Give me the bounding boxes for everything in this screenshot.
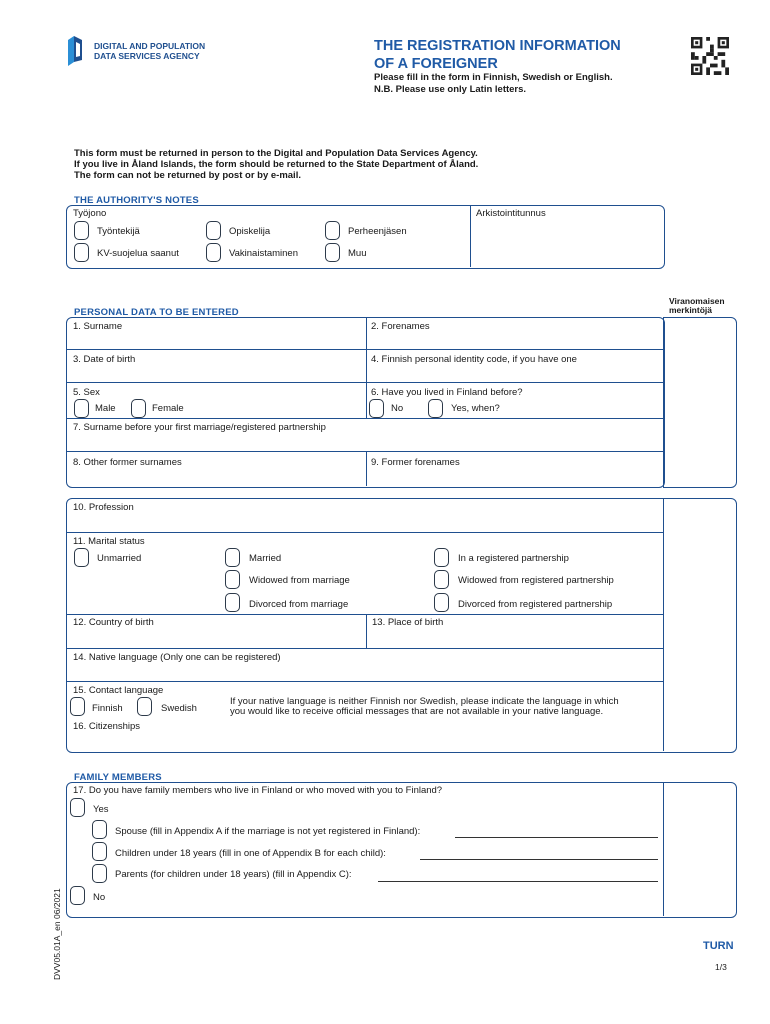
authority-heading: THE AUTHORITY'S NOTES [74, 195, 199, 206]
checkbox-finnish[interactable] [70, 697, 85, 716]
option-kv-suojelua: KV-suojelua saanut [97, 248, 179, 259]
family-side-divider [663, 783, 664, 916]
identity-code-label: 4. Finnish personal identity code, if you have one [371, 354, 577, 365]
checkbox-muu[interactable] [325, 243, 340, 262]
checkbox-lived-yes[interactable] [428, 399, 443, 418]
parents-label: Parents (for children under 18 years) (fill in Appendix C): [115, 869, 352, 880]
details-row-line-4 [67, 681, 663, 682]
qr-code-icon [690, 37, 730, 75]
widowed-marriage-label: Widowed from marriage [249, 575, 350, 586]
contact-language-label: 15. Contact language [73, 685, 164, 696]
checkbox-male[interactable] [74, 399, 89, 418]
checkbox-registered-partnership[interactable] [434, 548, 449, 567]
family-question-label: 17. Do you have family members who live in Finland or who moved with you to Finland? [73, 785, 443, 796]
side-note-line2: merkintöjä [669, 305, 712, 315]
authority-box [66, 205, 665, 269]
checkbox-opiskelija[interactable] [206, 221, 221, 240]
children-label: Children under 18 years (fill in one of Appendix B for each child): [115, 848, 386, 859]
checkbox-perheenjasen[interactable] [325, 221, 340, 240]
profession-label: 10. Profession [73, 502, 134, 513]
checkbox-swedish[interactable] [137, 697, 152, 716]
divorced-marriage-label: Divorced from marriage [249, 599, 349, 610]
surname-before-marriage-label: 7. Surname before your first marriage/registered partnership [73, 422, 326, 433]
instruction-line1: Please fill in the form in Finnish, Swedish or English. [374, 72, 613, 83]
checkbox-parents[interactable] [92, 864, 107, 883]
intro-line1: This form must be returned in person to the Digital and Population Data Services Agency. [74, 148, 478, 159]
swedish-label: Swedish [161, 703, 197, 714]
checkbox-kv-suojelua[interactable] [74, 243, 89, 262]
checkbox-divorced-partnership[interactable] [434, 593, 449, 612]
instruction-line2: N.B. Please use only Latin letters. [374, 84, 527, 95]
logo-text-line1: DIGITAL AND POPULATION [94, 41, 206, 51]
checkbox-widowed-marriage[interactable] [225, 570, 240, 589]
parents-input-line[interactable] [378, 881, 658, 882]
lived-no-label: No [391, 403, 404, 414]
sex-label: 5. Sex [73, 387, 100, 398]
option-opiskelija: Opiskelija [229, 226, 271, 237]
queue-label: Työjono [73, 208, 107, 219]
date-of-birth-label: 3. Date of birth [73, 354, 136, 365]
checkbox-lived-no[interactable] [369, 399, 384, 418]
side-note-line1: Viranomaisen [669, 296, 725, 306]
form-code: DVV05.01A_en 06/2021 [52, 888, 62, 980]
option-tyontekija: Työntekijä [97, 226, 140, 237]
lived-in-finland-label: 6. Have you lived in Finland before? [371, 387, 523, 398]
logo-text-line2: DATA SERVICES AGENCY [94, 51, 200, 61]
option-perheenjasen: Perheenjäsen [348, 226, 407, 237]
details-row-line-2 [67, 614, 663, 615]
children-input-line[interactable] [420, 859, 658, 860]
details-col-line [366, 614, 367, 648]
place-of-birth-label: 13. Place of birth [372, 617, 444, 628]
personal-row-line-4 [67, 451, 663, 452]
marital-status-label: 11. Marital status [73, 536, 145, 547]
family-yes-label: Yes [93, 804, 109, 815]
checkbox-widowed-partnership[interactable] [434, 570, 449, 589]
sex-male-label: Male [95, 403, 116, 414]
checkbox-divorced-marriage[interactable] [225, 593, 240, 612]
checkbox-children[interactable] [92, 842, 107, 861]
logo [64, 36, 234, 68]
personal-col-line-a [366, 318, 367, 418]
divorced-partnership-label: Divorced from registered partnership [458, 599, 613, 610]
checkbox-family-yes[interactable] [70, 798, 85, 817]
page-number: 1/3 [715, 962, 727, 972]
surname-label: 1. Surname [73, 321, 123, 332]
turn-label: TURN [703, 940, 734, 952]
agency-logo-icon [64, 36, 86, 66]
personal-row-line-3 [67, 418, 663, 419]
personal-heading: PERSONAL DATA TO BE ENTERED [74, 307, 239, 318]
family-no-label: No [93, 892, 106, 903]
side-column-box [663, 317, 737, 488]
details-row-line-1 [67, 532, 663, 533]
unmarried-label: Unmarried [97, 553, 142, 564]
checkbox-vakinaistaminen[interactable] [206, 243, 221, 262]
checkbox-female[interactable] [131, 399, 146, 418]
sex-female-label: Female [152, 403, 184, 414]
checkbox-married[interactable] [225, 548, 240, 567]
forenames-label: 2. Forenames [371, 321, 430, 332]
intro-line2: If you live in Åland Islands, the form should be returned to the State Department of Åland. [74, 159, 479, 170]
former-forenames-label: 9. Former forenames [371, 457, 460, 468]
spouse-input-line[interactable] [455, 837, 658, 838]
contact-language-note-line1: If your native language is neither Finnish nor Swedish, please indicate the language in which [230, 696, 619, 707]
lived-yes-label: Yes, when? [451, 403, 500, 414]
checkbox-tyontekija[interactable] [74, 221, 89, 240]
option-vakinaistaminen: Vakinaistaminen [229, 248, 299, 259]
family-heading: FAMILY MEMBERS [74, 772, 162, 783]
citizenships-label: 16. Citizenships [73, 721, 141, 732]
archive-label: Arkistointitunnus [476, 208, 546, 219]
checkbox-spouse[interactable] [92, 820, 107, 839]
widowed-partnership-label: Widowed from registered partnership [458, 575, 614, 586]
personal-row-line-2 [67, 382, 663, 383]
contact-language-note-line2: you would like to receive official messages that are not available in your native language. [230, 706, 604, 717]
other-former-surnames-label: 8. Other former surnames [73, 457, 182, 468]
personal-col-line-b [366, 451, 367, 486]
intro-line3: The form can not be returned by post or by e-mail. [74, 170, 301, 181]
finnish-label: Finnish [92, 703, 123, 714]
form-title-line1: THE REGISTRATION INFORMATION [374, 38, 621, 54]
option-muu: Muu [348, 248, 367, 259]
details-side-divider [663, 499, 664, 751]
form-title-line2: OF A FOREIGNER [374, 56, 498, 72]
checkbox-unmarried[interactable] [74, 548, 89, 567]
married-label: Married [249, 553, 282, 564]
native-language-label: 14. Native language (Only one can be registered) [73, 652, 281, 663]
details-row-line-3 [67, 648, 663, 649]
spouse-label: Spouse (fill in Appendix A if the marriage is not yet registered in Finland): [115, 826, 421, 837]
authority-divider [470, 206, 471, 267]
registered-partnership-label: In a registered partnership [458, 553, 569, 564]
personal-row-line-1 [67, 349, 663, 350]
checkbox-family-no[interactable] [70, 886, 85, 905]
country-of-birth-label: 12. Country of birth [73, 617, 154, 628]
